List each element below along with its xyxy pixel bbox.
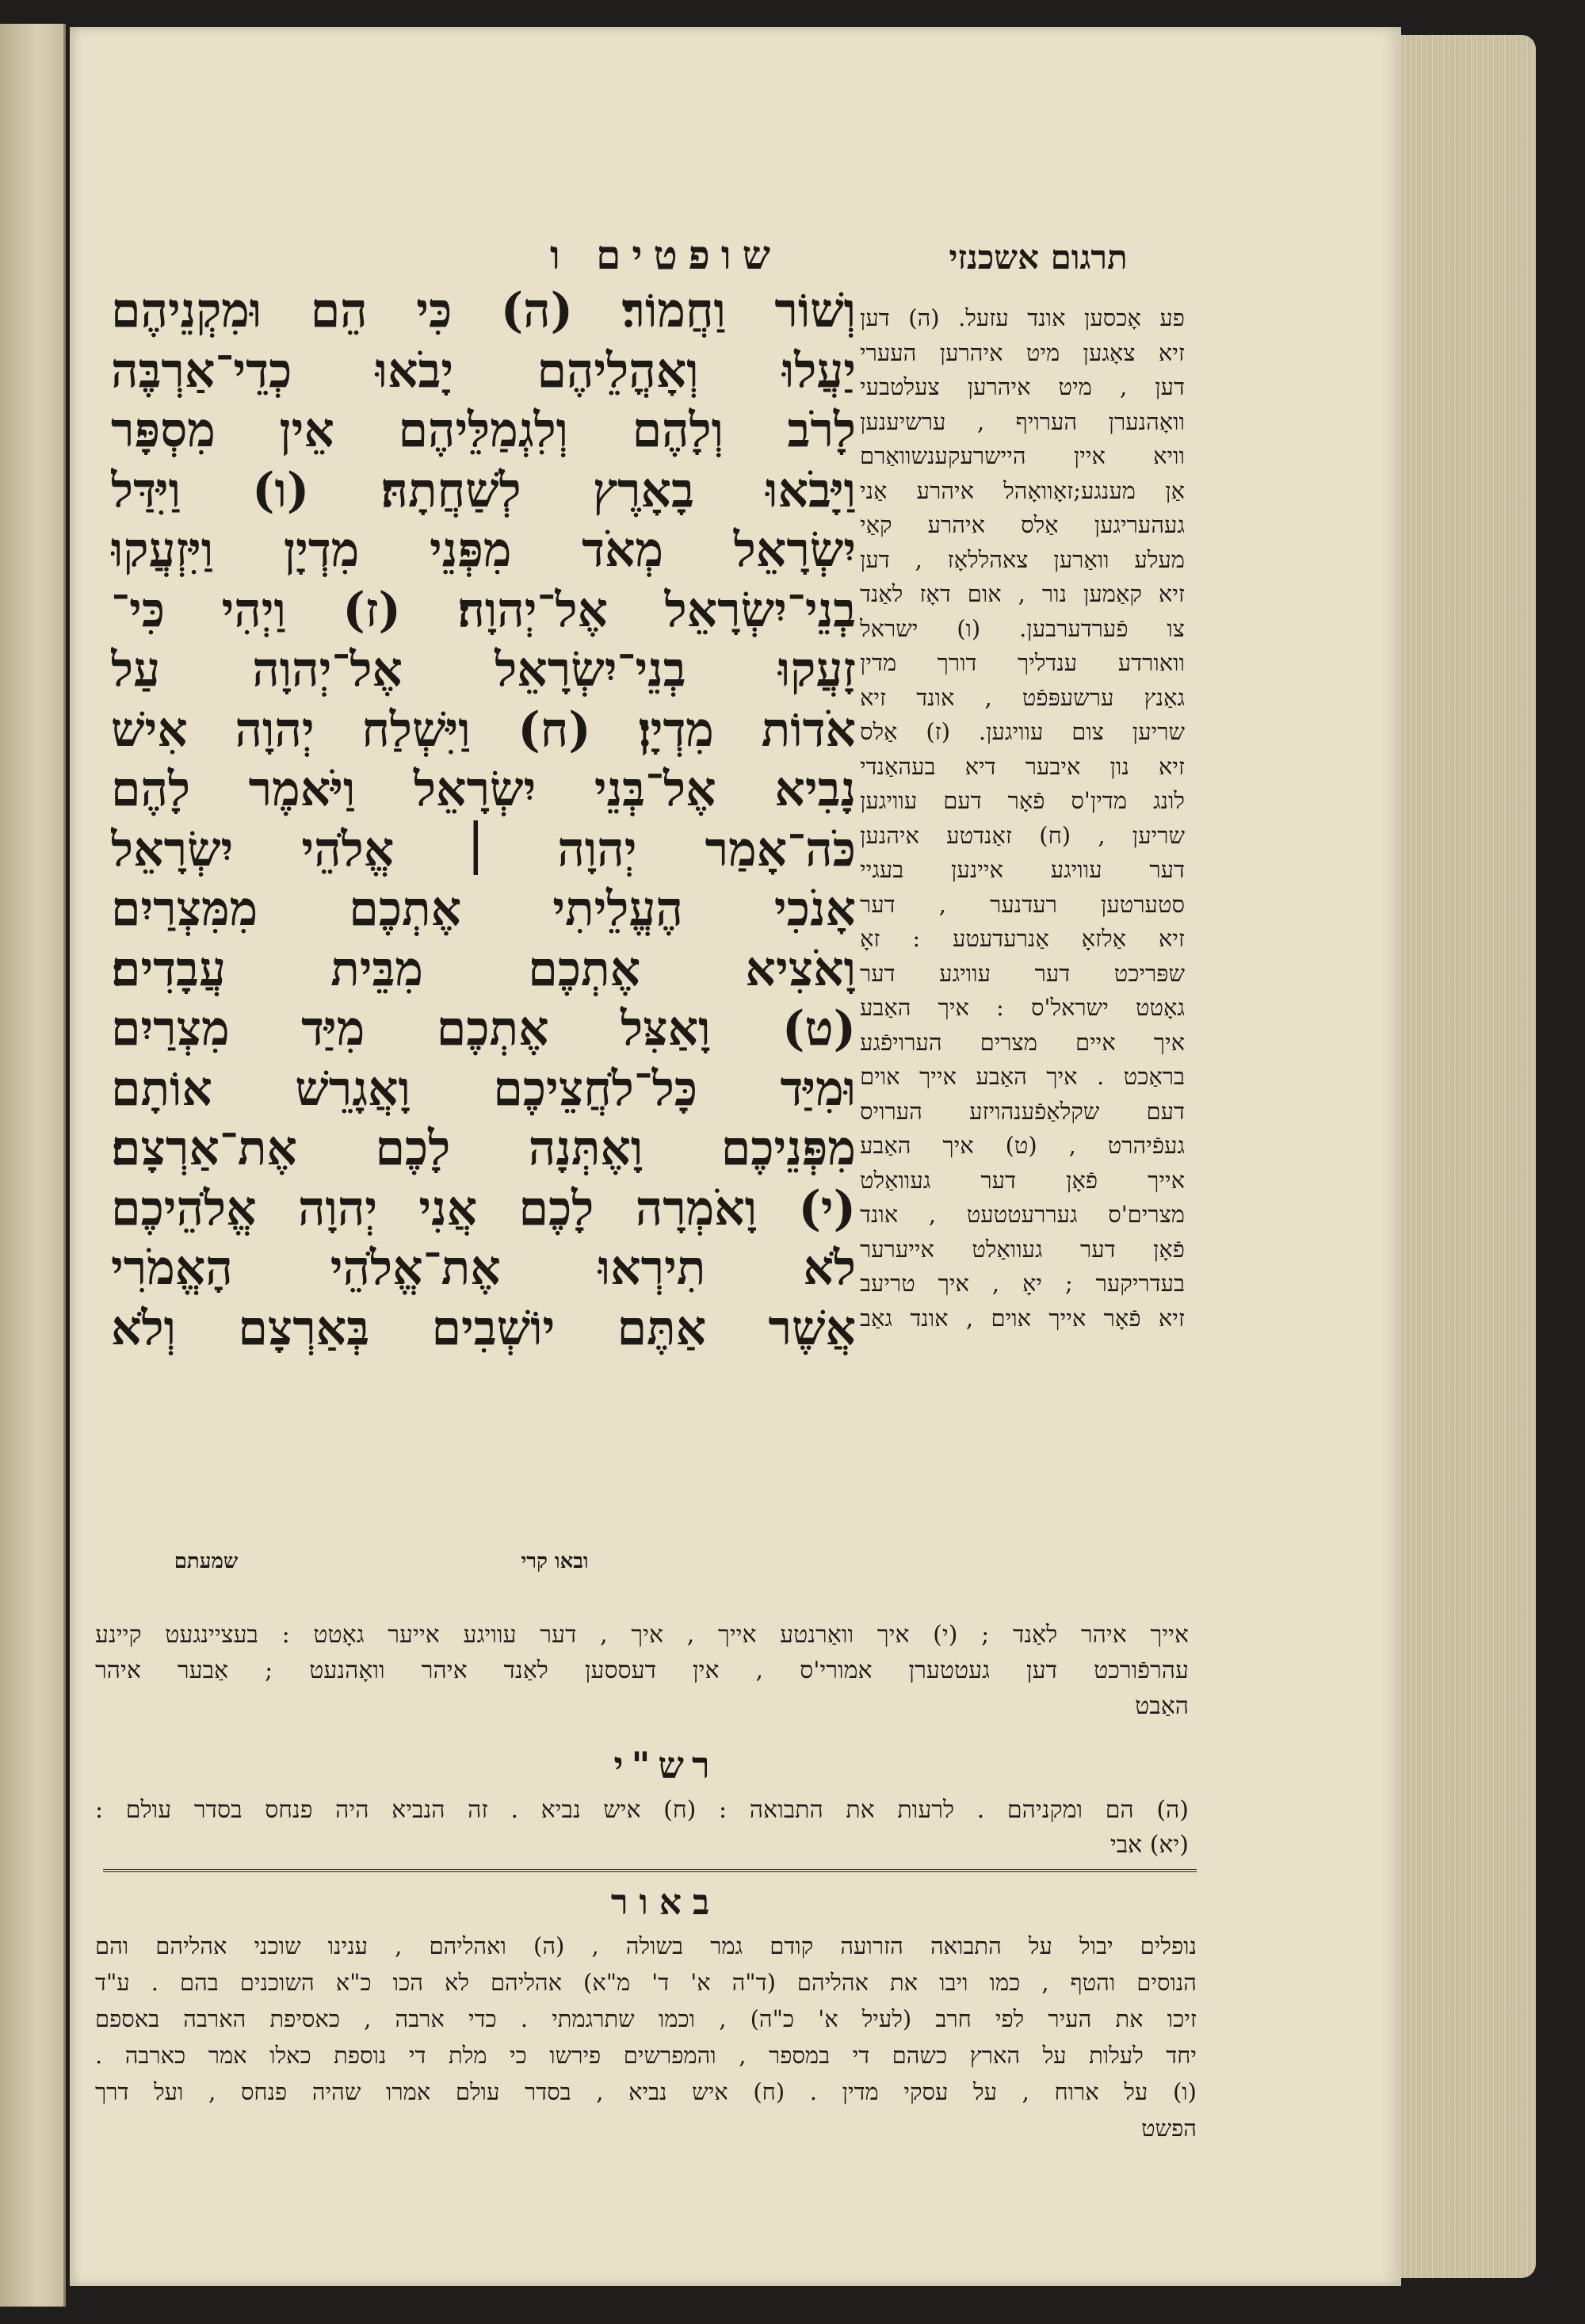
targum-line: זיא אַלזאָ אַנרעדעטע : זאָ [860, 925, 1185, 952]
hebrew-line: (ט) וָאַצִּל אֶתְכֶם מִיַּד מִצְרַיִם [111, 1001, 856, 1057]
page-stack-edge [1401, 35, 1536, 2278]
hebrew-line: לֹא תִירְאוּ אֶת־אֱלֹהֵי הָאֱמֹרִי [111, 1240, 856, 1296]
hebrew-line: נָבִיא אֶל־בְּנֵי יִשְׂרָאֵל וַיֹּאמֶר לָהֶם [111, 762, 856, 817]
targum-line: דעם שקלאַפֿענהויזע הערויס [860, 1097, 1185, 1125]
biur-commentary [95, 1928, 1197, 2146]
continuation-line: אייך איהר לאַנד ; (י) איך וואַרנטע אייך , איך , דער עוויגע אייער גאָטט : בעציינגעט קיינע [95, 1621, 1189, 1649]
rashi-heading: רש"י [613, 1744, 718, 1787]
targum-continuation [95, 1617, 1189, 1724]
targum-line: בראַכט . איך האַבע אייך אוים [860, 1063, 1185, 1090]
biur-line: זיכו את העיר לפי חרב (לעיל א' כ"ה) , וכמו שתרגמתי . כדי ארבה , כאסיפת הארבה באספם [95, 2005, 1197, 2032]
hebrew-text-column [111, 281, 856, 1359]
catchword-left: שמעתם [174, 1550, 239, 1573]
hebrew-line: אֲשֶׁר אַתֶּם יוֹשְׁבִים בְּאַרְצָם וְלֹא [111, 1300, 856, 1356]
hebrew-line: מִפְּנֵיכֶם וָאֶתְּנָה לָכֶם אֶת־אַרְצָם׃ [111, 1121, 856, 1176]
biur-line: (ו) על ארוח , על עסקי מדין . (ח) איש נביא , בסדר עולם אמרו שהיה פנחס , ועל דרך [95, 2078, 1197, 2105]
hebrew-line: וְשׁוֹר וַחֲמוֹר׃ (ה) כִּי הֵם וּמִקְנֵיהֶם [111, 283, 856, 338]
biur-line: יחד לעלות על הארץ כשהם די במספר , והמפרשים פירשו כי מלת די נוספת כאלו אמר כארבה . [95, 2042, 1197, 2069]
hebrew-line: יִשְׂרָאֵל מְאֹד מִפְּנֵי מִדְיָן וַיִּזְעֲקוּ [111, 522, 856, 578]
book-title-header: שופטים ו [549, 231, 782, 278]
continuation-line: עהרפֿורכט דען געטטערן אמורי'ס , אין דעססען לאַנד איהר וואָהנעט ; אַבער איהר [95, 1657, 1189, 1684]
targum-line: אַן מענגע;זאָוואָהל איהרע אַני [860, 476, 1185, 504]
targum-line: מעלע וואַרען צאהללאָז , דען [860, 545, 1185, 573]
targum-line: מצרים'ס געררעטטעט , אונד [860, 1201, 1185, 1228]
targum-line: פֿאָן דער געוואַלט אייערער [860, 1235, 1185, 1263]
hebrew-line: בְנֵי־יִשְׂרָאֵל אֶל־יְהוָה׃ (ז) וַיְהִי כִּי־ [111, 582, 856, 638]
targum-line: וואורדע ענדליך דורך מדין [860, 649, 1185, 676]
hebrew-line: וָאֹצִיא אֶתְכֶם מִבֵּית עֲבָדִים׃ [111, 941, 856, 997]
hebrew-line: כֹּה־אָמַר יְהוָה ׀ אֱלֹהֵי יִשְׂרָאֵל [111, 821, 856, 877]
hebrew-line: לָרֹב וְלָהֶם וְלִגְמַלֵּיהֶם אֵין מִסְפָּר [111, 403, 856, 458]
targum-line: סטערטען רעדנער , דער [860, 890, 1185, 918]
targum-line: זיא פֿאָר אייך אוים , אונד גאַב [860, 1304, 1185, 1332]
targum-line: בעדריקער ; יאָ , איך טריעב [860, 1270, 1185, 1297]
targum-line: געהעריגען אַלס איהרע קאַי [860, 511, 1185, 538]
targum-line: פע אָכסען אונד עזעל. (ה) דען [860, 304, 1185, 331]
targum-line: אייך פֿאָן דער געוואַלט [860, 1166, 1185, 1194]
biur-line: נופלים יבול על התבואה הזרועה קודם גמר בשולה , (ה) ואהליהם , ענינו שוכני אהליהם והם [95, 1932, 1197, 1959]
targum-line: זיא קאַמען נור , אום דאָז לאַנד [860, 580, 1185, 607]
biur-line: הפשט [1141, 2115, 1197, 2142]
targum-line: לונג מדין'ס פֿאָר דעם עוויגען [860, 787, 1185, 814]
targum-line: שריען , (ח) זאַנדטע איהנען [860, 821, 1185, 849]
targum-line: וויא איין היישרעקענשוואַרם [860, 442, 1185, 469]
targum-line: וואָהנערן הערויף , ערשיענען [860, 407, 1185, 435]
targum-line: געפֿיהרט , (ט) איך האַבע [860, 1132, 1185, 1159]
targum-line: זיא נון איבער דיא בעהאַנדי [860, 752, 1185, 780]
biur-line: הנוסים והטף , כמו ויבו את אהליהם (ד"ה א' ד' מ"א) אהליהם לא הכו כ"א השוכנים בהם . ע"ד [95, 1969, 1197, 1996]
previous-page-edge [0, 24, 66, 2307]
rashi-line: (יא) אבי [1110, 1831, 1189, 1859]
targum-line: דען , מיט איהרען צעלטבעי [860, 373, 1185, 400]
hebrew-line: אֹדוֹת מִדְיָן׃ (ח) וַיִּשְׁלַח יְהוָה אִישׁ [111, 701, 856, 758]
hebrew-line: זָעֲקוּ בְנֵי־יִשְׂרָאֵל אֶל־יְהוָה עַל [111, 642, 856, 698]
targum-line: שפּריכט דער עוויגע דער [860, 959, 1185, 987]
continuation-line: האַבט [1135, 1692, 1189, 1720]
hebrew-line: אָנֹכִי הֶעֱלֵיתִי אֶתְכֶם מִמִּצְרַיִם [111, 881, 856, 937]
targum-line: צו פֿערדערבען. (ו) ישראל [860, 614, 1185, 642]
targum-line: זיא צאָגען מיט איהרען העערי [860, 338, 1185, 366]
hebrew-line: (י) וָאֹמְרָה לָכֶם אֲנִי יְהוָה אֱלֹהֵיכֶם [111, 1180, 856, 1237]
hebrew-line: וּמִיַּד כָּל־לֹחֲצֵיכֶם וָאֲגָרֵשׁ אוֹתָם [111, 1061, 856, 1117]
targum-title-header: תרגום אשכנזי [949, 238, 1128, 277]
hebrew-line: וַיָּבֹאוּ בָאָרֶץ לְשַׁחֲתָהּ׃ (ו) וַיִּדַּל [111, 462, 856, 518]
targum-line: גאַנץ ערשעפּפֿט , אונד זיא [860, 683, 1185, 711]
targum-line: דער עוויגע איינען בעגיי [860, 856, 1185, 883]
rashi-commentary [95, 1793, 1189, 1863]
targum-line: איך איים מצרים הערויפֿגע [860, 1028, 1185, 1056]
targum-line: גאָטט ישראל'ס : איך האַבע [860, 994, 1185, 1021]
section-divider-rule [103, 1869, 1197, 1872]
hebrew-line: יַעֲלוּ וְאָהֳלֵיהֶם יָבֹאוּ כְדֵי־אַרְבֶּה [111, 342, 856, 399]
rashi-line: (ה) הם ומקניהם . לרעות את התבואה : (ח) איש נביא . זה הנביא היה פנחס בסדר עולם : [95, 1796, 1189, 1824]
catchword-keri-note: ובאו קרי [521, 1550, 589, 1573]
targum-line: שריען צום עוויגען. (ז) אַלס [860, 718, 1185, 745]
biur-heading: באור [610, 1883, 721, 1923]
targum-text-column [860, 301, 1185, 1336]
